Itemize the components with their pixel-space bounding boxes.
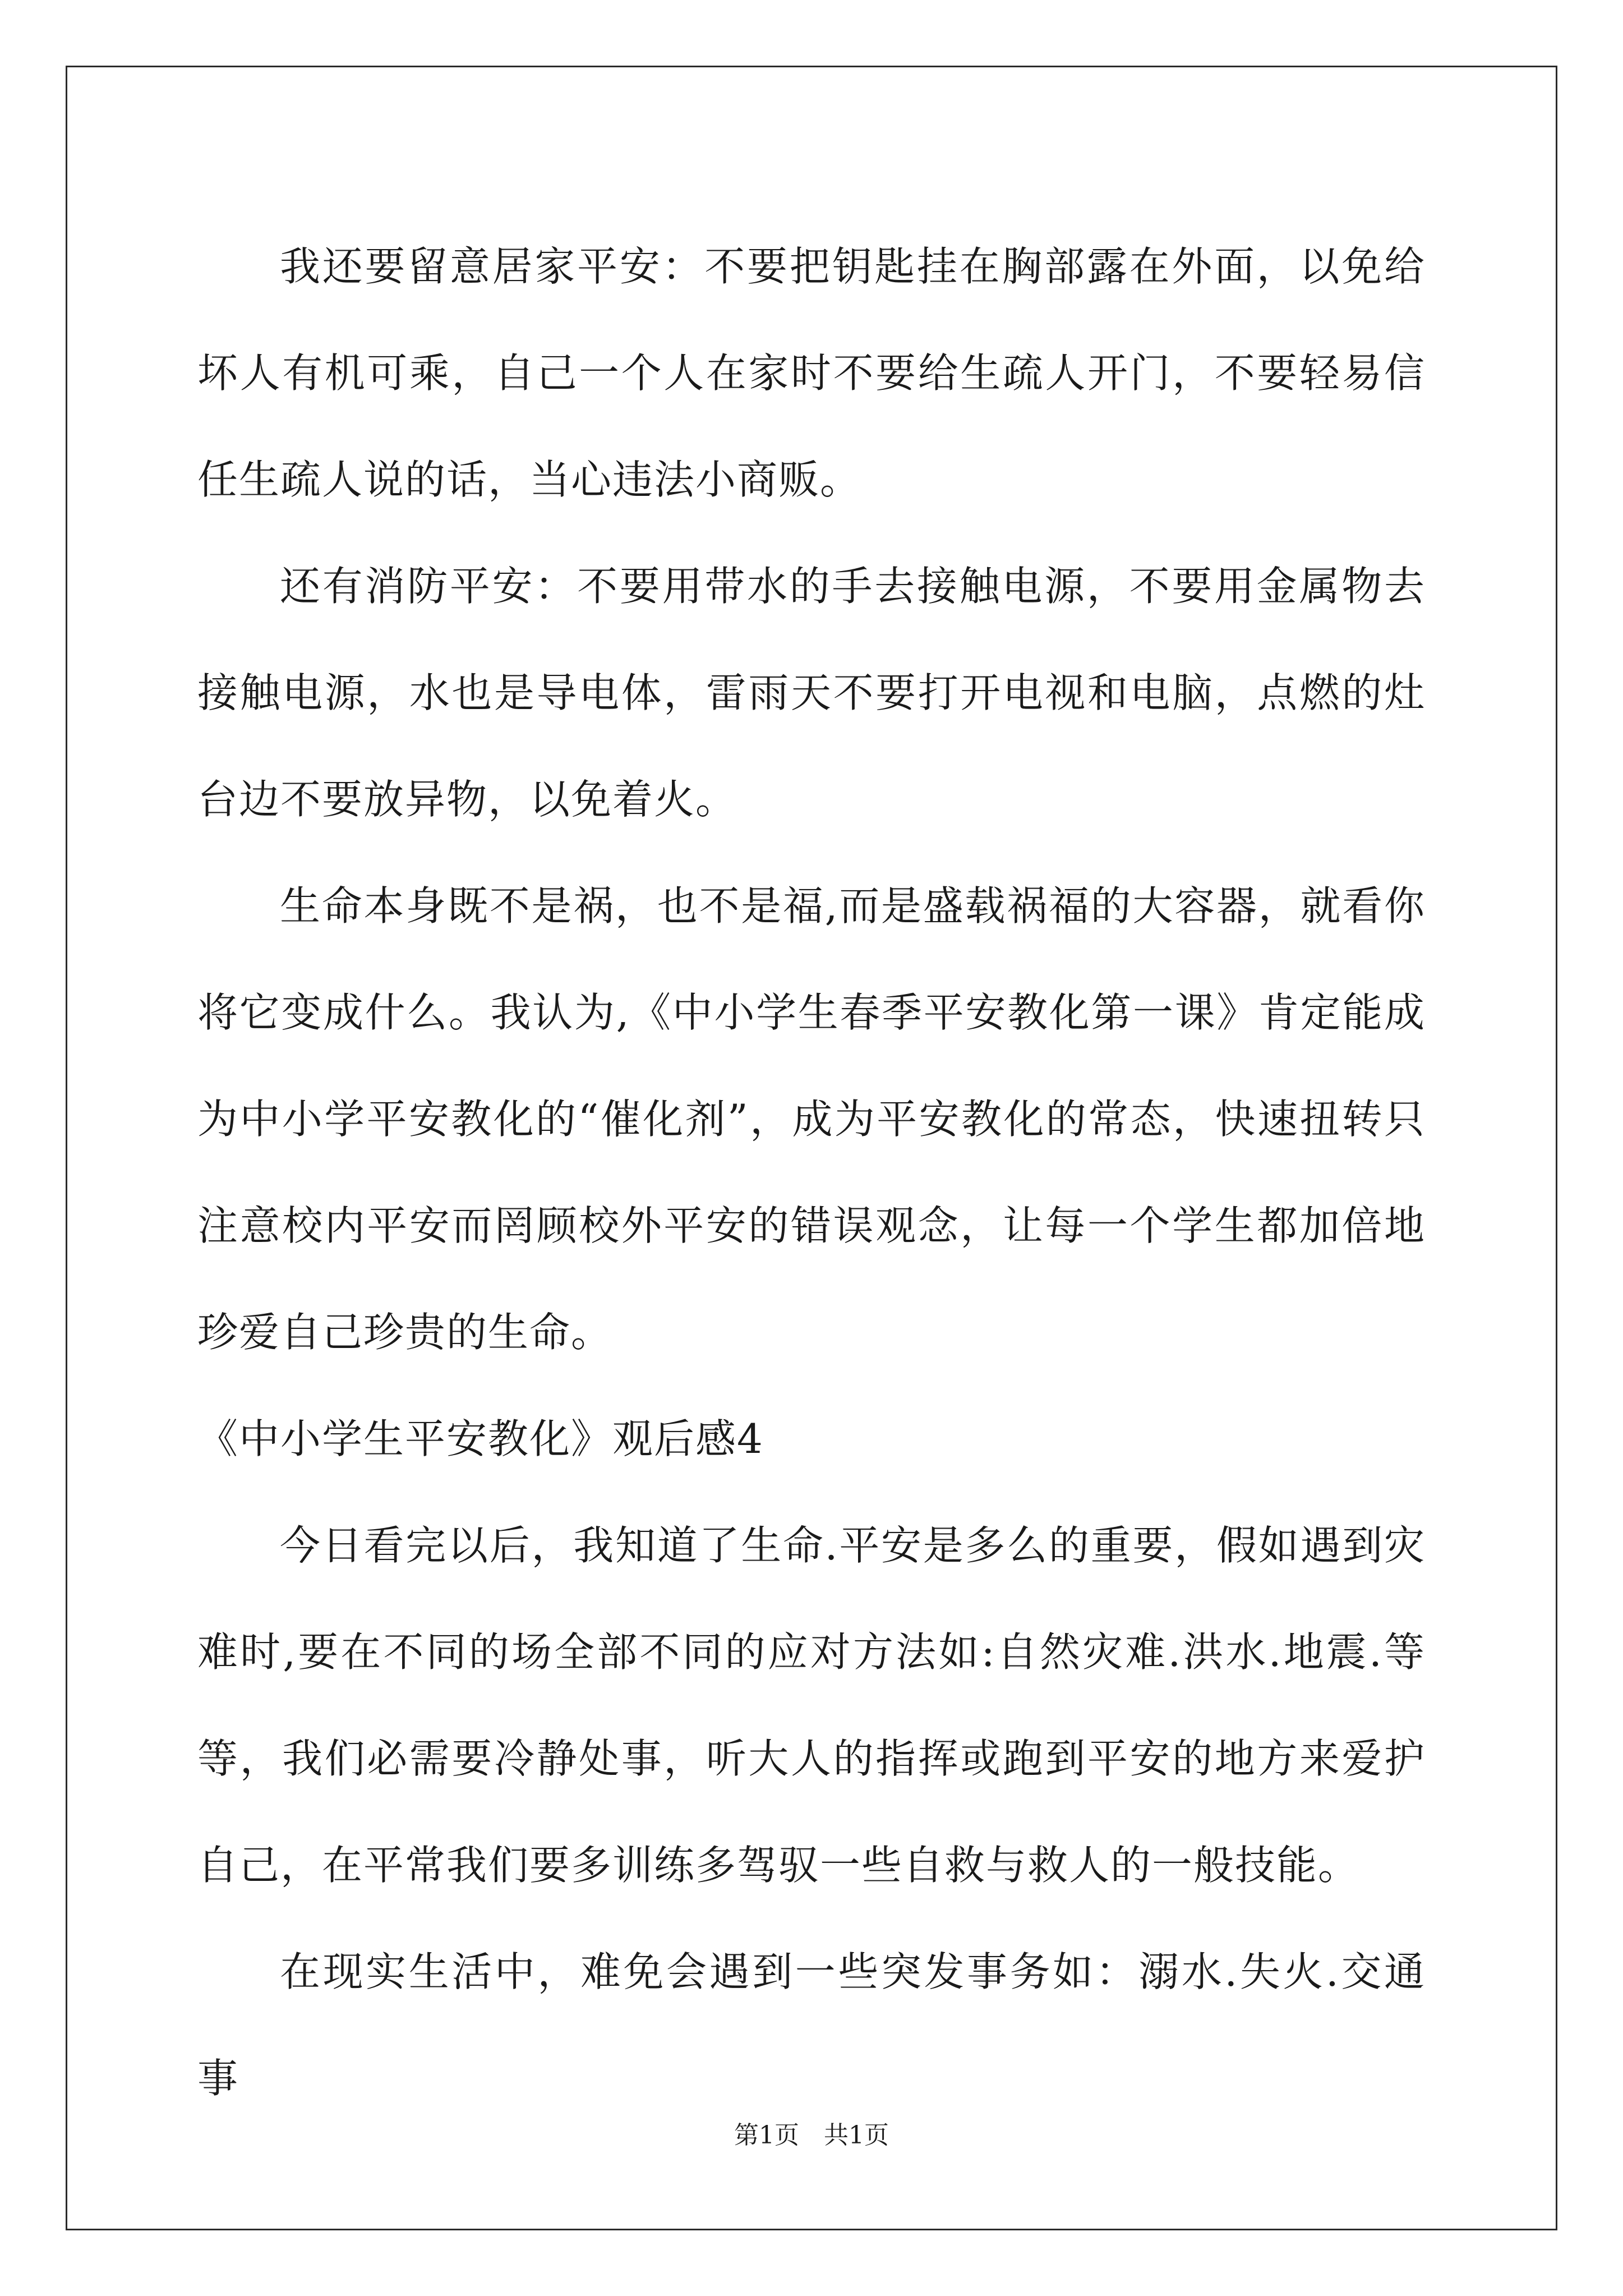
document-body — [197, 213, 1426, 2132]
paragraph-life-reflection: 生命本身既不是祸，也不是福,而是盛载祸福的大容器，就看你将它变成什么。我认为,《中小学生春季平安教化第一课》肯定能成为中小学平安教化的“催化剂”，成为平安教化的常态，快速扭转只注意校内平安而罔顾校外平安的错误观念，让每一个学生都加倍地珍爱自己珍贵的生命。 — [197, 882, 1426, 1356]
page-number-footer: 第1页 共1页 — [734, 2121, 889, 2150]
paragraph-emergencies: 在现实生活中，难免会遇到一些突发事务如：溺水.失火.交通事 — [197, 1948, 1426, 2102]
paragraph-disaster-response: 今日看完以后，我知道了生命.平安是多么的重要，假如遇到灾难时,要在不同的场全部不同的应对方法如:自然灾难.洪水.地震.等等，我们必需要冷静处事，听大人的指挥或跑到平安的地方来爱护自己，在平常我们要多训练多驾驭一些自救与救人的一般技能。 — [197, 1522, 1426, 1889]
paragraph-home-safety: 我还要留意居家平安：不要把钥匙挂在胸部露在外面，以免给坏人有机可乘，自己一个人在家时不要给生疏人开门，不要轻易信任生疏人说的话，当心违法小商贩。 — [197, 243, 1426, 503]
paragraph-fire-safety: 还有消防平安：不要用带水的手去接触电源，不要用金属物去接触电源，水也是导电体，雷雨天不要打开电视和电脑，点燃的灶台边不要放异物，以免着火。 — [197, 563, 1426, 823]
section-heading: 《中小学生平安教化》观后感4 — [197, 1415, 764, 1462]
